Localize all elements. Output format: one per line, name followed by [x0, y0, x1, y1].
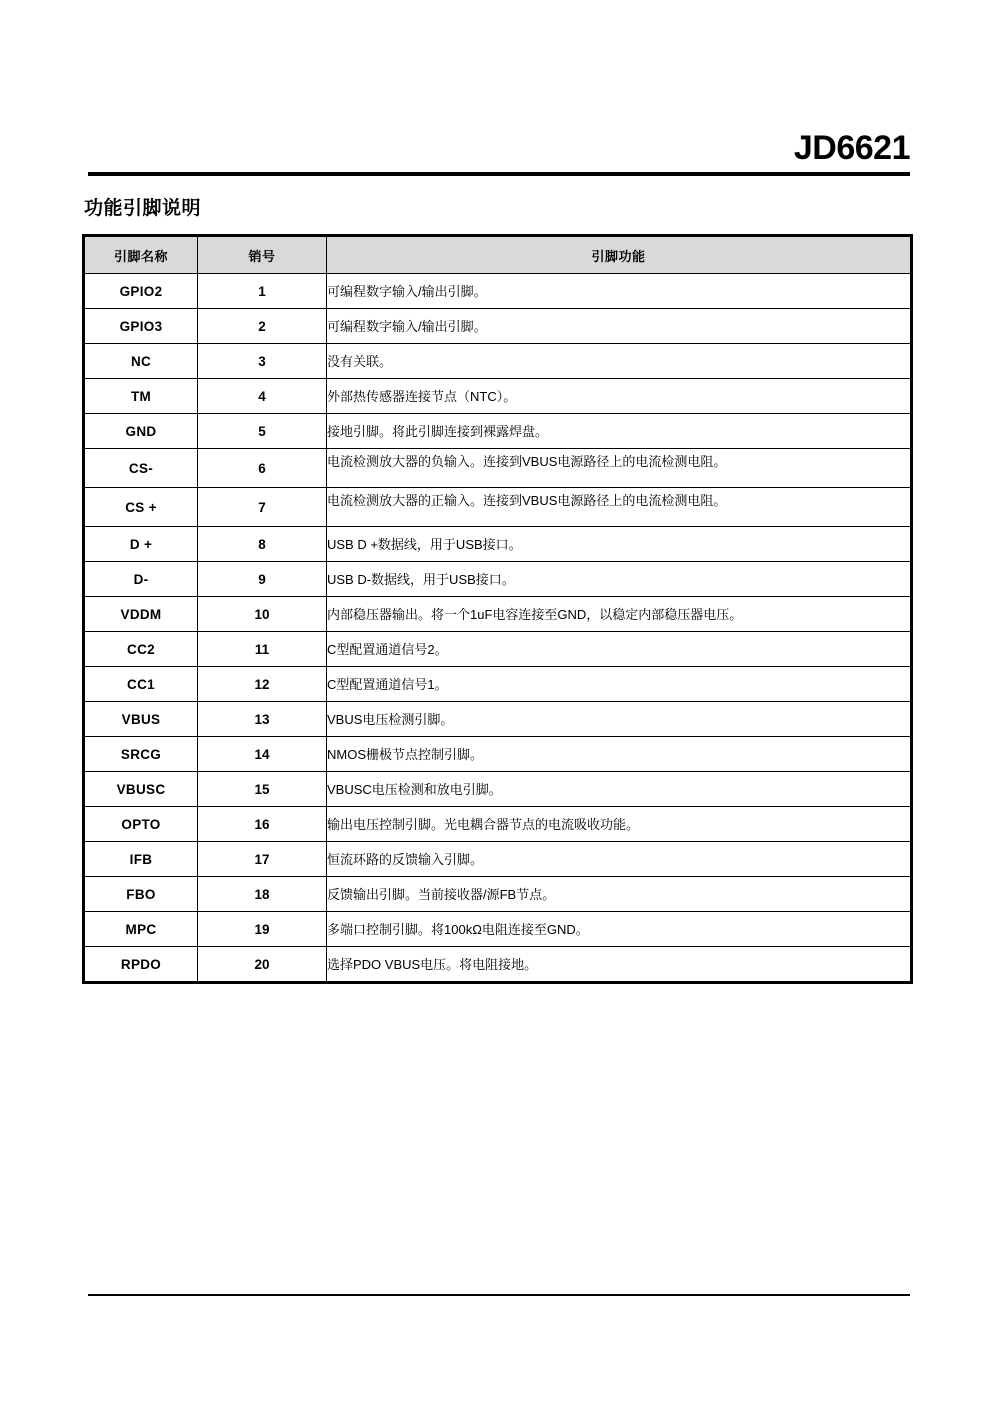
cell-pin-function: NMOS栅极节点控制引脚。 — [327, 737, 912, 772]
cell-pin-number: 13 — [198, 702, 327, 737]
cell-pin-number: 14 — [198, 737, 327, 772]
column-header-pin-number: 销号 — [198, 236, 327, 274]
cell-pin-function: 选择PDO VBUS电压。将电阻接地。 — [327, 947, 912, 983]
cell-pin-function: 没有关联。 — [327, 344, 912, 379]
cell-pin-name: RPDO — [84, 947, 198, 983]
cell-pin-function: 外部热传感器连接节点（NTC）。 — [327, 379, 912, 414]
table-row — [84, 597, 912, 632]
cell-pin-number: 18 — [198, 877, 327, 912]
cell-pin-number: 12 — [198, 667, 327, 702]
table-row — [84, 449, 912, 488]
table-header-row — [84, 236, 912, 274]
cell-pin-name: CS + — [84, 488, 198, 527]
table-row — [84, 344, 912, 379]
cell-pin-name: GPIO3 — [84, 309, 198, 344]
cell-pin-number: 7 — [198, 488, 327, 527]
table-row — [84, 877, 912, 912]
cell-pin-number: 19 — [198, 912, 327, 947]
cell-pin-name: FBO — [84, 877, 198, 912]
cell-pin-number: 8 — [198, 527, 327, 562]
table-row — [84, 527, 912, 562]
cell-pin-number: 9 — [198, 562, 327, 597]
column-header-pin-name: 引脚名称 — [84, 236, 198, 274]
cell-pin-function: 可编程数字输入/输出引脚。 — [327, 274, 912, 309]
cell-pin-name: CC2 — [84, 632, 198, 667]
cell-pin-name: MPC — [84, 912, 198, 947]
document-header — [88, 128, 910, 176]
cell-pin-function: 输出电压控制引脚。光电耦合器节点的电流吸收功能。 — [327, 807, 912, 842]
cell-pin-name: D + — [84, 527, 198, 562]
cell-pin-function: USB D +数据线，用于USB接口。 — [327, 527, 912, 562]
cell-pin-function: 接地引脚。将此引脚连接到裸露焊盘。 — [327, 414, 912, 449]
table-row — [84, 379, 912, 414]
pin-description-table — [82, 234, 913, 984]
cell-pin-name: GND — [84, 414, 198, 449]
cell-pin-name: SRCG — [84, 737, 198, 772]
cell-pin-number: 4 — [198, 379, 327, 414]
cell-pin-number: 10 — [198, 597, 327, 632]
section-heading: 功能引脚说明 — [84, 198, 202, 219]
table-row — [84, 667, 912, 702]
table-row — [84, 702, 912, 737]
cell-pin-name: D- — [84, 562, 198, 597]
table-header — [84, 236, 912, 274]
cell-pin-number: 6 — [198, 449, 327, 488]
page-title: JD6621 — [793, 129, 910, 167]
table-row — [84, 772, 912, 807]
table-row — [84, 737, 912, 772]
cell-pin-number: 15 — [198, 772, 327, 807]
table-row — [84, 807, 912, 842]
header-rule — [88, 172, 910, 176]
table-row — [84, 414, 912, 449]
cell-pin-name: VDDM — [84, 597, 198, 632]
cell-pin-function: 电流检测放大器的负输入。连接到VBUS电源路径上的电流检测电阻。 — [327, 449, 912, 488]
cell-pin-function: USB D-数据线，用于USB接口。 — [327, 562, 912, 597]
cell-pin-number: 2 — [198, 309, 327, 344]
table-row — [84, 947, 912, 983]
cell-pin-name: TM — [84, 379, 198, 414]
table-row — [84, 912, 912, 947]
cell-pin-number: 16 — [198, 807, 327, 842]
cell-pin-name: NC — [84, 344, 198, 379]
cell-pin-name: OPTO — [84, 807, 198, 842]
cell-pin-name: GPIO2 — [84, 274, 198, 309]
cell-pin-number: 3 — [198, 344, 327, 379]
cell-pin-function: 反馈输出引脚。当前接收器/源FB节点。 — [327, 877, 912, 912]
cell-pin-function: 可编程数字输入/输出引脚。 — [327, 309, 912, 344]
table-row — [84, 632, 912, 667]
column-header-pin-function: 引脚功能 — [327, 236, 912, 274]
cell-pin-number: 11 — [198, 632, 327, 667]
table-row — [84, 842, 912, 877]
cell-pin-function: 电流检测放大器的正输入。连接到VBUS电源路径上的电流检测电阻。 — [327, 488, 912, 527]
cell-pin-function: 内部稳压器输出。将一个1uF电容连接至GND，以稳定内部稳压器电压。 — [327, 597, 912, 632]
table-body — [84, 274, 912, 983]
cell-pin-name: VBUSC — [84, 772, 198, 807]
cell-pin-number: 5 — [198, 414, 327, 449]
footer-rule — [88, 1294, 910, 1296]
cell-pin-number: 1 — [198, 274, 327, 309]
table-row — [84, 488, 912, 527]
table-row — [84, 274, 912, 309]
cell-pin-number: 17 — [198, 842, 327, 877]
cell-pin-number: 20 — [198, 947, 327, 983]
cell-pin-name: IFB — [84, 842, 198, 877]
cell-pin-function: C型配置通道信号1。 — [327, 667, 912, 702]
table-row — [84, 309, 912, 344]
cell-pin-name: CC1 — [84, 667, 198, 702]
cell-pin-function: 多端口控制引脚。将100kΩ电阻连接至GND。 — [327, 912, 912, 947]
cell-pin-name: CS- — [84, 449, 198, 488]
cell-pin-name: VBUS — [84, 702, 198, 737]
table-row — [84, 562, 912, 597]
cell-pin-function: VBUSC电压检测和放电引脚。 — [327, 772, 912, 807]
cell-pin-function: VBUS电压检测引脚。 — [327, 702, 912, 737]
pin-description-table-wrapper — [82, 234, 910, 984]
cell-pin-function: C型配置通道信号2。 — [327, 632, 912, 667]
cell-pin-function: 恒流环路的反馈输入引脚。 — [327, 842, 912, 877]
